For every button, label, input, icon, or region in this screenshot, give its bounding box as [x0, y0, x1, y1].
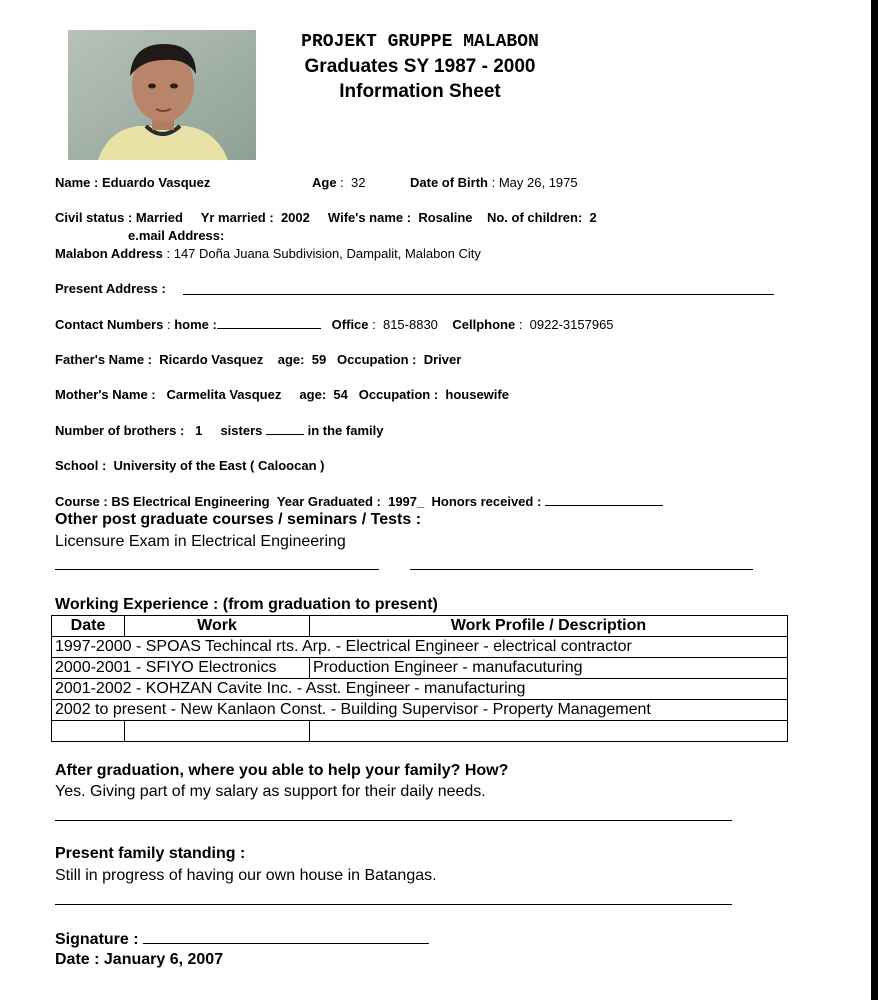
empty-cell — [310, 721, 788, 742]
dob-field: Date of Birth : May 26, 1975 — [410, 175, 578, 190]
mother-occ-label: Occupation : — [358, 387, 439, 402]
sisters-blank — [266, 422, 304, 435]
father-label: Father's Name : — [55, 352, 153, 367]
course-label: Course : — [55, 494, 108, 509]
work-title: Working Experience : (from graduation to present) — [55, 596, 438, 613]
mother-age-value: 54 — [333, 387, 348, 402]
civil-label: Civil status : — [55, 210, 133, 225]
table-row-empty — [52, 721, 788, 742]
father-line — [55, 352, 461, 367]
post-grad-line-2 — [410, 569, 753, 570]
yr-married-value: 2002 — [280, 210, 310, 225]
post-grad-value: Licensure Exam in Electrical Engineering — [55, 533, 346, 550]
father-occ-value: Driver — [423, 352, 462, 367]
office-label: Office — [331, 317, 369, 332]
signature-line — [55, 929, 429, 949]
cellphone-value: 0922-3157965 — [529, 317, 614, 332]
school-label: School : — [55, 458, 107, 473]
signature-label: Signature : — [55, 931, 139, 948]
mother-line — [55, 387, 509, 402]
sisters-suffix: in the family — [307, 423, 384, 438]
father-age-label: age: — [277, 352, 305, 367]
age-field: Age : 32 — [312, 175, 366, 190]
work-row-2001: 2001-2002 - KOHZAN Cavite Inc. - Asst. Engineer - manufacturing — [52, 679, 788, 700]
org-title: PROJEKT GRUPPE MALABON — [301, 32, 539, 52]
cellphone-label: Cellphone — [452, 317, 516, 332]
answer-family-standing: Still in progress of having our own house in Batangas. — [55, 867, 437, 884]
malabon-value: 147 Doña Juana Subdivision, Dampalit, Malabon City — [173, 246, 481, 261]
answer-line-2 — [55, 904, 732, 905]
honors-label: Honors received : — [431, 494, 542, 509]
year-graduated-label: Year Graduated : — [276, 494, 381, 509]
table-row — [52, 637, 788, 658]
school-value: University of the East ( Caloocan ) — [113, 458, 325, 473]
work-row-2000-left: 2000-2001 - SFIYO Electronics — [52, 658, 310, 679]
children-label: No. of children: — [486, 210, 583, 225]
wife-label: Wife's name : — [327, 210, 412, 225]
brothers-label: Number of brothers : — [55, 423, 185, 438]
signature-blank — [143, 929, 429, 944]
age-label: Age — [312, 175, 337, 190]
page-right-border — [871, 0, 878, 1000]
civil-line — [55, 210, 597, 225]
school-line — [55, 458, 324, 473]
work-table — [51, 615, 788, 742]
year-graduated-value: 1997_ — [388, 494, 425, 509]
post-grad-line-1 — [55, 569, 379, 570]
email-label: e.mail Address: — [128, 228, 225, 243]
father-occ-label: Occupation : — [337, 352, 417, 367]
honors-blank — [545, 493, 663, 506]
malabon-line: Malabon Address : 147 Doña Juana Subdivision, Dampalit, Malabon City — [55, 246, 481, 261]
mother-value: Carmelita Vasquez — [166, 387, 282, 402]
name-value: Eduardo Vasquez — [101, 175, 211, 190]
header-profile: Work Profile / Description — [310, 616, 788, 637]
table-row — [52, 658, 788, 679]
mother-label: Mother's Name : — [55, 387, 156, 402]
table-header-row — [52, 616, 788, 637]
home-blank — [217, 316, 321, 329]
course-line — [55, 493, 663, 509]
profile-photo — [68, 30, 256, 160]
sheet-title: Information Sheet — [339, 81, 501, 102]
children-value: 2 — [589, 210, 597, 225]
father-value: Ricardo Vasquez — [159, 352, 264, 367]
name-line — [55, 175, 210, 190]
age-value: 32 — [351, 175, 366, 190]
table-row — [52, 700, 788, 721]
date-label: Date : — [55, 951, 100, 968]
father-age-value: 59 — [311, 352, 327, 367]
dob-label: Date of Birth — [410, 175, 488, 190]
graduates-title: Graduates SY 1987 - 2000 — [304, 56, 536, 77]
post-grad-label: Other post graduate courses / seminars / Tests : — [55, 511, 422, 528]
home-label: home : — [174, 317, 217, 332]
civil-value: Married — [135, 210, 183, 225]
sisters-label: sisters — [220, 423, 263, 438]
contact-line: Contact Numbers : home : Office : 815-8830 Cellphone : 0922-3157965 — [55, 317, 614, 332]
date-value: January 6, 2007 — [103, 951, 224, 968]
present-address-label: Present Address : — [55, 281, 166, 296]
question-help-family: After graduation, where you able to help your family? How? — [55, 762, 509, 779]
empty-cell — [125, 721, 310, 742]
header-date: Date — [52, 616, 125, 637]
answer-line-1 — [55, 820, 732, 821]
brothers-value: 1 — [195, 423, 203, 438]
office-value: 815-8830 — [382, 317, 438, 332]
dob-value: May 26, 1975 — [498, 175, 578, 190]
mother-age-label: age: — [299, 387, 327, 402]
contact-label: Contact Numbers — [55, 317, 164, 332]
name-label: Name : — [55, 175, 99, 190]
work-row-1997: 1997-2000 - SPOAS Techincal rts. Arp. - Electrical Engineer - electrical contractor — [52, 637, 788, 658]
work-row-2000-right: Production Engineer - manufacuturing — [310, 658, 788, 679]
yr-married-label: Yr married : — [200, 210, 274, 225]
question-family-standing: Present family standing : — [55, 845, 246, 862]
malabon-label: Malabon Address — [55, 246, 163, 261]
table-row — [52, 679, 788, 700]
mother-occ-value: housewife — [445, 387, 509, 402]
date-line — [55, 951, 223, 969]
wife-value: Rosaline — [418, 210, 473, 225]
empty-cell — [52, 721, 125, 742]
present-address-line — [183, 294, 774, 295]
header-work: Work — [125, 616, 310, 637]
course-value: BS Electrical Engineering — [111, 494, 270, 509]
siblings-line — [55, 422, 383, 438]
answer-help-family: Yes. Giving part of my salary as support for their daily needs. — [55, 783, 486, 800]
work-row-2002: 2002 to present - New Kanlaon Const. - Building Supervisor - Property Management — [52, 700, 788, 721]
